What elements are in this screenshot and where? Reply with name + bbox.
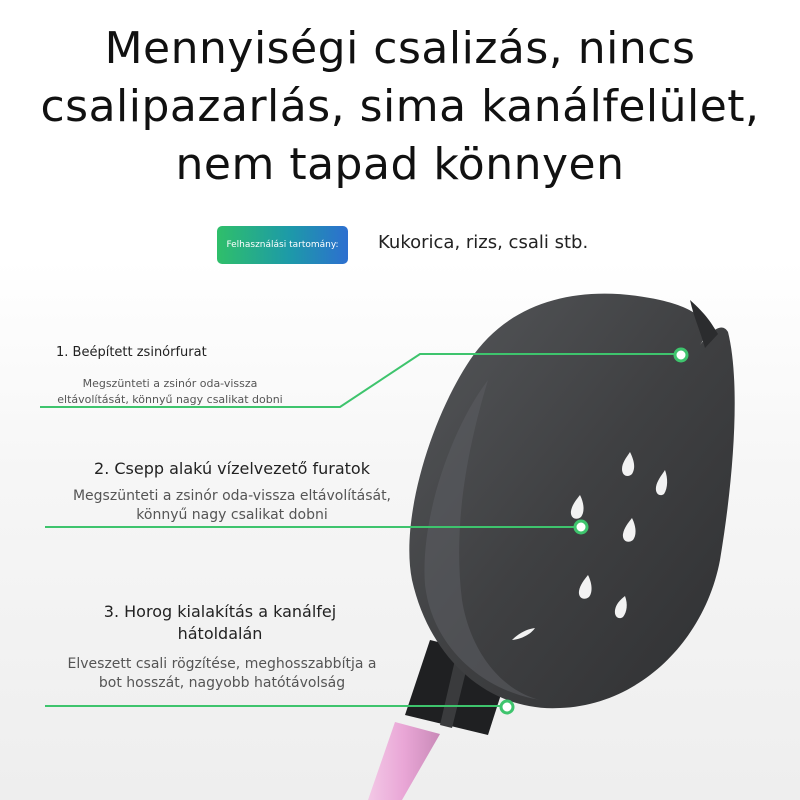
feature-3-title-1: 3. Horog kialakítás a kanálfej <box>103 602 337 621</box>
usage-value: Kukorica, rizs, csali stb. <box>378 232 589 253</box>
feature-3-desc-1: Elveszett csali rögzítése, meghosszabbítja a <box>67 656 377 672</box>
feature-1-desc-1: Megszünteti a zsinór oda-vissza <box>82 377 258 390</box>
feature-2-desc-1: Megszünteti a zsinór oda-vissza eltávolítását, <box>72 488 392 504</box>
usage-badge: Felhasználási tartomány: <box>217 226 348 264</box>
feature-1-title: 1. Beépített zsinórfurat <box>56 345 207 360</box>
headline-line-2: csalipazarlás, sima kanálfelület, <box>40 81 760 132</box>
pole <box>368 722 440 800</box>
headline-line-1: Mennyiségi csalizás, nincs <box>104 23 696 74</box>
feature-2-title: 2. Csepp alakú vízelvezető furatok <box>94 459 370 478</box>
feature-1-desc-2: eltávolítását, könnyű nagy csalikat dobni <box>57 393 283 406</box>
feature-2-desc-2: könnyű nagy csalikat dobni <box>136 507 328 523</box>
headline-line-3: nem tapad könnyen <box>175 139 625 190</box>
feature-3-title-2: hátoldalán <box>177 624 263 643</box>
feature-3-desc-2: bot hosszát, nagyobb hatótávolság <box>98 675 346 691</box>
